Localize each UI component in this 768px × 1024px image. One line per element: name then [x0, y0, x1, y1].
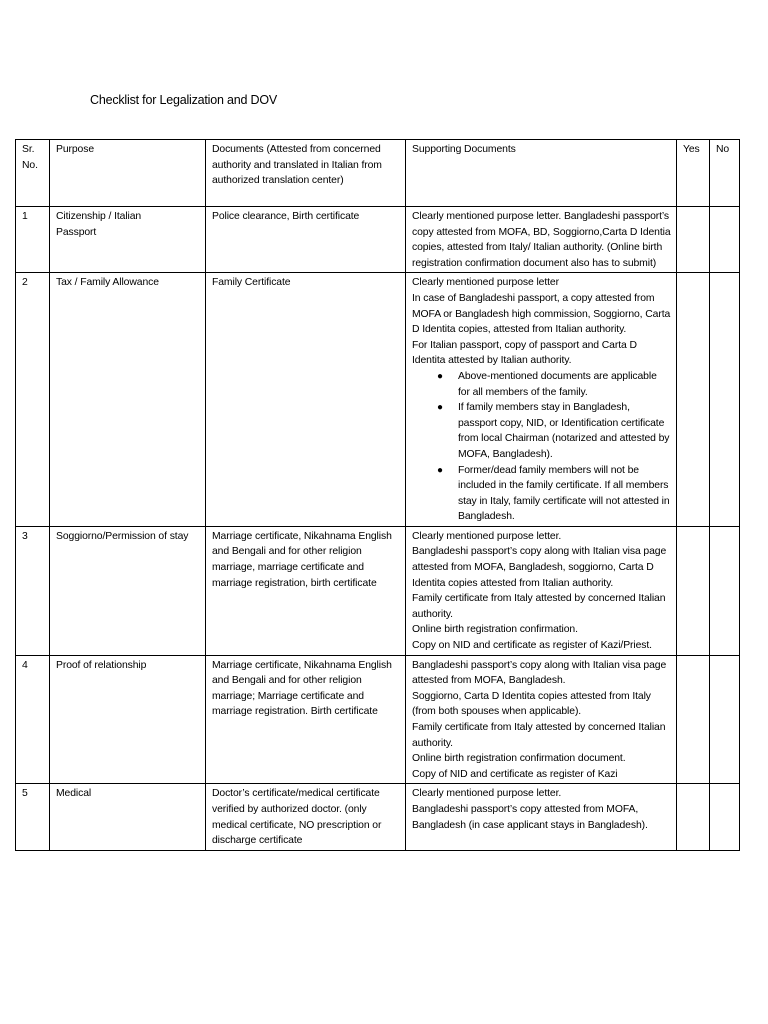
row-purpose: Citizenship / Italian Passport [50, 207, 206, 273]
bullet-item [437, 369, 671, 400]
table-row [16, 273, 740, 527]
row-no-checkbox[interactable] [710, 655, 740, 784]
bullet-text: Former/dead family members will not be included in the family certificate. If all members stay in Italy, family certificate will not attested in Bangladesh. [458, 464, 670, 523]
row-supporting-documents: Clearly mentioned purpose letter. Bangladeshi passport’s copy attested from MOFA, Bangladesh (in case applicant stays in Bangladesh). [406, 784, 677, 850]
bullet-text: Above-mentioned documents are applicable for all members of the family. [458, 370, 657, 398]
row-purpose: Proof of relationship [50, 655, 206, 784]
table-header-row [16, 140, 740, 207]
table-row [16, 655, 740, 784]
row-sr-no: 2 [16, 273, 50, 527]
header-sr-no: Sr. No. [16, 140, 50, 207]
bullet-item [437, 400, 671, 462]
row-no-checkbox[interactable] [710, 526, 740, 655]
row-no-checkbox[interactable] [710, 207, 740, 273]
row-yes-checkbox[interactable] [677, 526, 710, 655]
header-documents: Documents (Attested from concerned authority and translated in Italian from authorized translation center) [206, 140, 406, 207]
row-supporting-documents: Clearly mentioned purpose letter. Bangladeshi passport’s copy along with Italian visa page attested from MOFA, Bangladesh, soggiorno, Carta D Identita copies attested from Italian authority. Family certificate from Italy attested by concerned Italian authority. Online birth registration confirmation. Copy on NID and certificate as register of Kazi/Priest. [406, 526, 677, 655]
bullet-icon: ● [437, 464, 443, 476]
row-sr-no: 3 [16, 526, 50, 655]
header-purpose: Purpose [50, 140, 206, 207]
header-no: No [710, 140, 740, 207]
document-title: Checklist for Legalization and DOV [90, 93, 278, 107]
supporting-bullet-list [412, 369, 671, 525]
supporting-text: Clearly mentioned purpose letter In case of Bangladeshi passport, a copy attested from MOFA or Bangladesh high commission, Soggiorno, Carta D Identita copies, attested from Italian authority. For Italian passport, copy of passport and Carta D Identita attested by Italian authority. [412, 277, 671, 367]
row-purpose: Medical [50, 784, 206, 850]
row-yes-checkbox[interactable] [677, 207, 710, 273]
row-yes-checkbox[interactable] [677, 273, 710, 527]
bullet-text: If family members stay in Bangladesh, passport copy, NID, or Identification certificate from local Chairman (notarized and attested by MOFA, Bangladesh). [458, 402, 670, 460]
header-supporting-documents: Supporting Documents [406, 140, 677, 207]
table-row [16, 526, 740, 655]
row-documents: Doctor’s certificate/medical certificate verified by authorized doctor. (only medical certificate, NO prescription or discharge certificate [206, 784, 406, 850]
table-row [16, 784, 740, 850]
header-yes: Yes [677, 140, 710, 207]
row-documents: Police clearance, Birth certificate [206, 207, 406, 273]
row-documents: Family Certificate [206, 273, 406, 527]
row-yes-checkbox[interactable] [677, 655, 710, 784]
table-row [16, 207, 740, 273]
row-documents: Marriage certificate, Nikahnama English and Bengali and for other religion marriage, marriage certificate and marriage registration, birth certificate [206, 526, 406, 655]
row-purpose: Soggiorno/Permission of stay [50, 526, 206, 655]
row-yes-checkbox[interactable] [677, 784, 710, 850]
bullet-icon: ● [437, 402, 443, 414]
row-no-checkbox[interactable] [710, 273, 740, 527]
row-documents: Marriage certificate, Nikahnama English and Bengali and for other religion marriage; Marriage certificate and marriage registration. Birth certificate [206, 655, 406, 784]
bullet-icon: ● [437, 370, 443, 382]
row-supporting-documents [406, 273, 677, 527]
row-sr-no: 4 [16, 655, 50, 784]
row-sr-no: 5 [16, 784, 50, 850]
row-supporting-documents: Bangladeshi passport’s copy along with Italian visa page attested from MOFA, Bangladesh. Soggiorno, Carta D Identita copies attested from Italy (from both spouses when applicable). Family certificate from Italy attested by concerned Italian authority. Online birth registration confirmation document. Copy of NID and certificate as register of Kazi [406, 655, 677, 784]
checklist-table [15, 139, 740, 851]
row-no-checkbox[interactable] [710, 784, 740, 850]
row-sr-no: 1 [16, 207, 50, 273]
row-supporting-documents: Clearly mentioned purpose letter. Bangladeshi passport’s copy attested from MOFA, BD, Soggiorno,Carta D Identia copies, attested from Italy/ Italian authority. (Online birth registration confirmation document also has to submit) [406, 207, 677, 273]
row-purpose: Tax / Family Allowance [50, 273, 206, 527]
bullet-item [437, 463, 671, 525]
